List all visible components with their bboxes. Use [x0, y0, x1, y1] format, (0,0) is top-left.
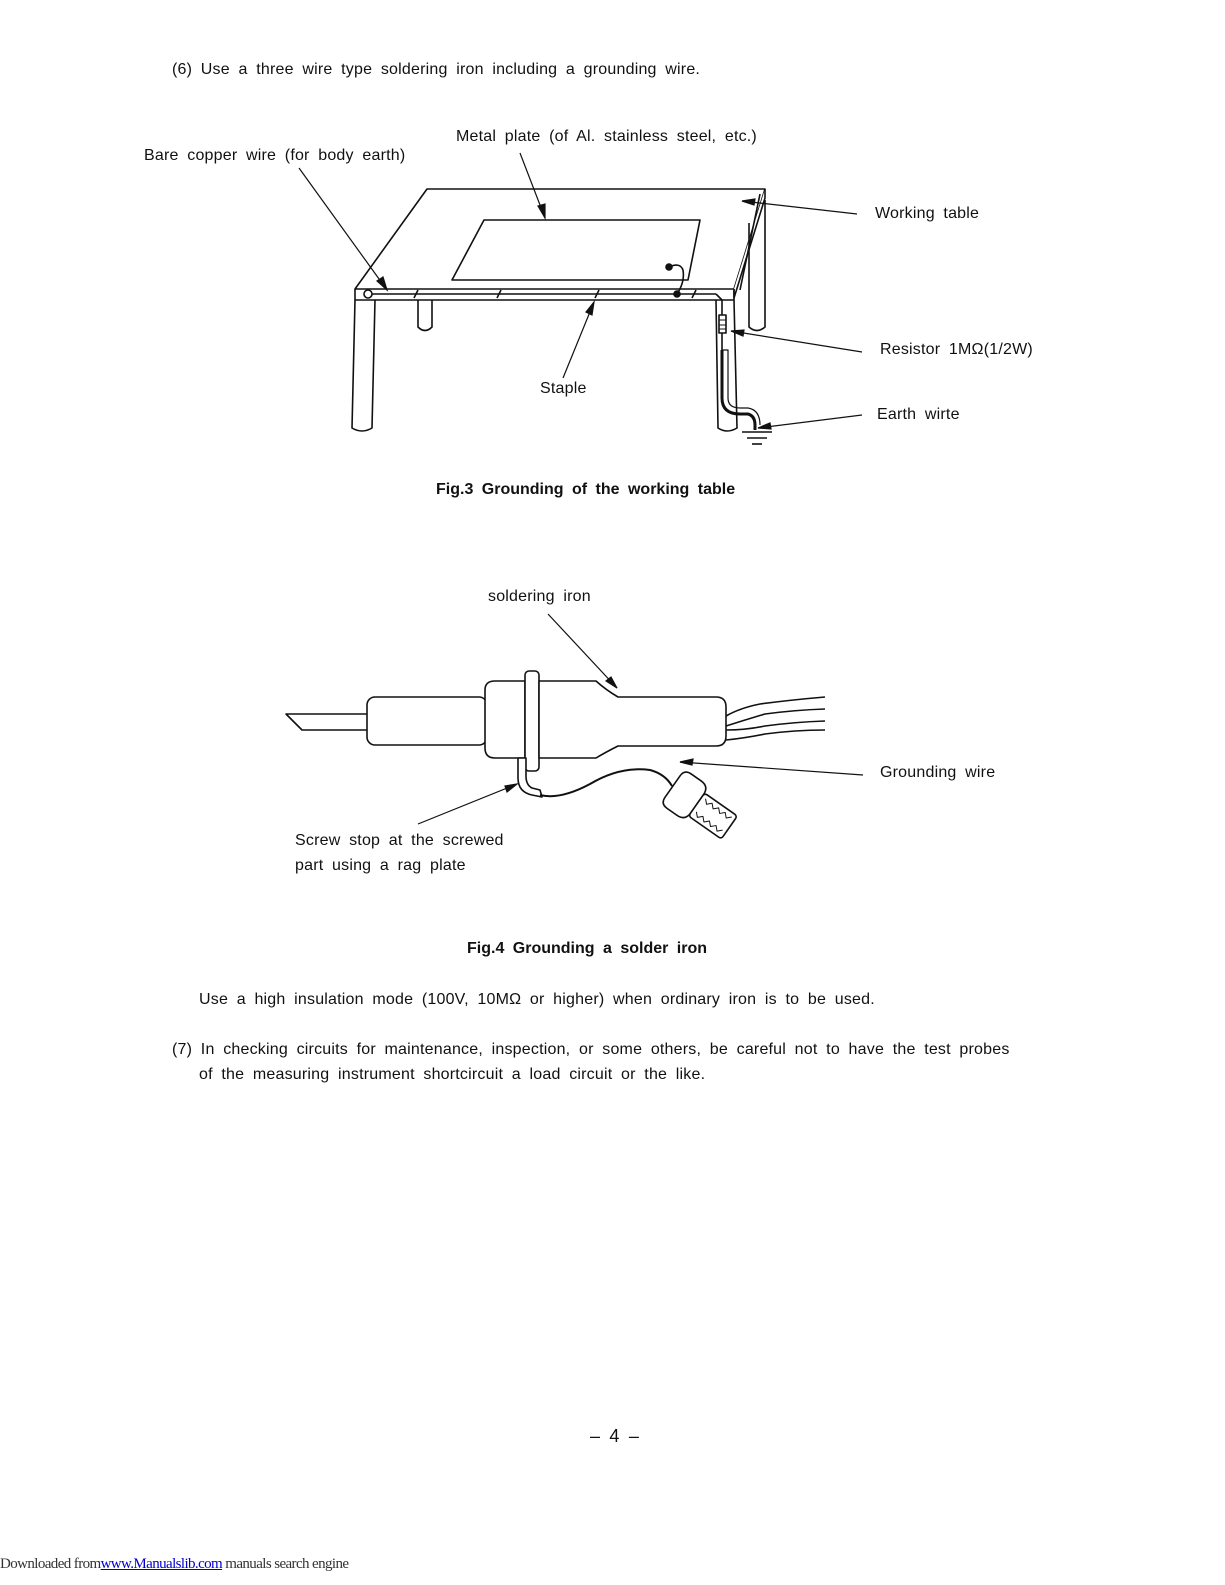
- step-7-line-1: (7) In checking circuits for maintenance, inspection, or some others, be careful not to have the test probes: [172, 1041, 1010, 1058]
- label-screw-stop-line2: part using a rag plate: [295, 857, 466, 874]
- fig3-caption: Fig.3 Grounding of the working table: [436, 481, 736, 498]
- label-staple: Staple: [540, 380, 587, 397]
- iron-barrel: [367, 697, 487, 745]
- iron-collar: [525, 671, 539, 771]
- label-screw-stop-line1: Screw stop at the screwed: [295, 832, 504, 849]
- fig4-caption: Fig.4 Grounding a solder iron: [467, 940, 708, 957]
- step-6-text: (6) Use a three wire type soldering iron including a grounding wire.: [172, 61, 701, 78]
- iron-handle: [539, 681, 726, 758]
- label-resistor: Resistor 1MΩ(1/2W): [880, 341, 1033, 358]
- label-working-table: Working table: [875, 205, 980, 222]
- insulation-note: Use a high insulation mode (100V, 10MΩ or higher) when ordinary iron is to be used.: [199, 991, 875, 1008]
- download-footer: [0, 1556, 348, 1573]
- iron-tip: [286, 714, 367, 730]
- step-7-line-2: of the measuring instrument shortcircuit a load circuit or the like.: [199, 1066, 706, 1083]
- footer-prefix: Downloaded from: [0, 1556, 101, 1572]
- iron-grip: [485, 681, 525, 758]
- plug: [661, 769, 742, 844]
- footer-suffix: manuals search engine: [225, 1556, 349, 1572]
- page-number: – 4 –: [590, 1426, 640, 1446]
- label-soldering-iron: soldering iron: [488, 588, 591, 605]
- manualslib-link[interactable]: www.Manualslib.com: [100, 1556, 223, 1572]
- label-earth-wire: Earth wirte: [877, 406, 960, 423]
- label-bare-copper-wire: Bare copper wire (for body earth): [144, 147, 406, 164]
- grounding-wire-line: [540, 769, 672, 796]
- label-grounding-wire: Grounding wire: [880, 764, 996, 781]
- label-metal-plate: Metal plate (of Al. stainless steel, etc.): [456, 128, 757, 145]
